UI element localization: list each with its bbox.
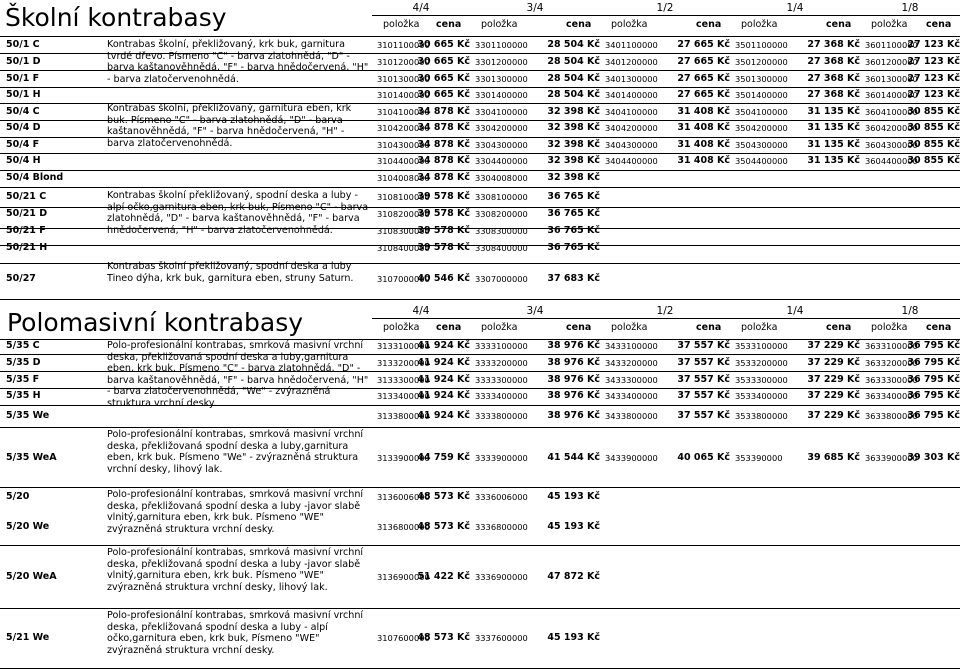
item-number: 3107600000 bbox=[377, 633, 430, 643]
price-value: 45 193 Kč bbox=[547, 632, 600, 643]
size-label: 1/2 bbox=[656, 305, 674, 317]
price-value: 34 878 Kč bbox=[417, 172, 470, 183]
item-number: 3604200000 bbox=[865, 123, 918, 133]
model-code: 50/4 C bbox=[6, 106, 40, 117]
model-code: 5/35 F bbox=[6, 374, 40, 385]
model-code: 50/4 Blond bbox=[6, 172, 64, 183]
model-code: 5/35 We bbox=[6, 410, 50, 421]
price-value: 41 924 Kč bbox=[417, 357, 470, 368]
col-item-header: položka bbox=[383, 322, 420, 333]
item-number: 3108200000 bbox=[377, 209, 430, 219]
price-value: 27 368 Kč bbox=[807, 89, 860, 100]
item-number: 3301100000 bbox=[475, 40, 528, 50]
price-value: 28 504 Kč bbox=[547, 73, 600, 84]
col-price-header: cena bbox=[436, 19, 462, 30]
item-number: 3633300000 bbox=[865, 375, 918, 385]
price-table-header bbox=[0, 0, 960, 36]
item-number: 353390000 bbox=[735, 453, 783, 463]
price-value: 31 408 Kč bbox=[677, 106, 730, 117]
item-number: 3601300000 bbox=[865, 74, 918, 84]
price-value: 27 665 Kč bbox=[677, 89, 730, 100]
item-number: 3404100000 bbox=[605, 107, 658, 117]
item-number: 3333100000 bbox=[475, 341, 528, 351]
model-code: 5/35 H bbox=[6, 390, 41, 401]
model-code: 50/21 D bbox=[6, 208, 48, 219]
model-code: 50/27 bbox=[6, 273, 36, 284]
price-value: 41 924 Kč bbox=[417, 374, 470, 385]
item-number: 3307000000 bbox=[475, 274, 528, 284]
price-value: 34 878 Kč bbox=[417, 122, 470, 133]
size-label: 1/2 bbox=[656, 2, 674, 14]
item-number: 3136900000 bbox=[377, 572, 430, 582]
price-value: 36 765 Kč bbox=[547, 208, 600, 219]
row-divider bbox=[0, 608, 960, 609]
price-value: 37 229 Kč bbox=[807, 390, 860, 401]
price-value: 27 368 Kč bbox=[807, 39, 860, 50]
price-value: 37 557 Kč bbox=[677, 374, 730, 385]
col-price-header: cena bbox=[826, 322, 852, 333]
item-number: 3308200000 bbox=[475, 209, 528, 219]
model-code: 50/1 H bbox=[6, 89, 41, 100]
price-value: 37 229 Kč bbox=[807, 374, 860, 385]
price-value: 27 123 Kč bbox=[907, 56, 960, 67]
col-price-header: cena bbox=[436, 322, 462, 333]
price-value: 36 795 Kč bbox=[907, 410, 960, 421]
item-number: 3404400000 bbox=[605, 156, 658, 166]
item-number: 3101200000 bbox=[377, 57, 430, 67]
price-value: 37 557 Kč bbox=[677, 340, 730, 351]
price-value: 27 368 Kč bbox=[807, 56, 860, 67]
item-number: 3104300000 bbox=[377, 140, 430, 150]
price-value: 37 683 Kč bbox=[547, 273, 600, 284]
price-value: 31 135 Kč bbox=[807, 106, 860, 117]
product-description: Polo-profesionální kontrabas, smrková masivní vrchní deska, překližovaná spodní deska a luby -javor slabě vlnitý,garnitura eben, krk buk. Písmeno "WE" zvýrazněná struktura vrchní desky, lihový lak. bbox=[107, 547, 364, 593]
price-value: 32 398 Kč bbox=[547, 155, 600, 166]
price-value: 31 135 Kč bbox=[807, 139, 860, 150]
item-number: 3133100000 bbox=[377, 341, 430, 351]
price-value: 27 665 Kč bbox=[677, 56, 730, 67]
price-value: 36 795 Kč bbox=[907, 374, 960, 385]
price-value: 31 135 Kč bbox=[807, 122, 860, 133]
model-code: 50/21 F bbox=[6, 225, 46, 236]
item-number: 3333300000 bbox=[475, 375, 528, 385]
price-value: 40 065 Kč bbox=[677, 452, 730, 463]
price-value: 40 546 Kč bbox=[417, 273, 470, 284]
item-number: 3133300000 bbox=[377, 375, 430, 385]
item-number: 3104008000 bbox=[377, 173, 430, 183]
item-number: 3304400000 bbox=[475, 156, 528, 166]
col-price-header: cena bbox=[926, 19, 952, 30]
price-value: 31 408 Kč bbox=[677, 155, 730, 166]
item-number: 3404300000 bbox=[605, 140, 658, 150]
product-description: Polo-profesionální kontrabas, smrková masivní vrchní deska, překližovaná spodní deska a luby - alpí očko,garnitura eben, krk buk, Písmeno "WE" zvýrazněná struktura vrchní desky. bbox=[107, 610, 364, 656]
model-code: 5/35 WeA bbox=[6, 452, 57, 463]
row-divider bbox=[0, 170, 960, 171]
item-number: 3108100000 bbox=[377, 192, 430, 202]
model-code: 50/4 H bbox=[6, 155, 41, 166]
header-divider bbox=[372, 318, 960, 319]
col-price-header: cena bbox=[566, 19, 592, 30]
price-value: 37 229 Kč bbox=[807, 340, 860, 351]
price-value: 27 665 Kč bbox=[677, 39, 730, 50]
product-description: Kontrabas školní překližovaný, spodní deska a luby - alpí očko,garnitura eben, krk buk, Písmeno "C" - barva zlatohnědá, "D" - barva kaštanověhnědá, "F" - barva hnědočervená, "H" - barva zlatočervenohnědá. bbox=[107, 190, 369, 236]
item-number: 3533100000 bbox=[735, 341, 788, 351]
item-number: 3304300000 bbox=[475, 140, 528, 150]
item-number: 3101300000 bbox=[377, 74, 430, 84]
col-item-header: položka bbox=[871, 322, 908, 333]
item-number: 3304008000 bbox=[475, 173, 528, 183]
item-number: 3533400000 bbox=[735, 391, 788, 401]
item-number: 3633400000 bbox=[865, 391, 918, 401]
item-number: 3101100000 bbox=[377, 40, 430, 50]
item-number: 3401200000 bbox=[605, 57, 658, 67]
item-number: 3504300000 bbox=[735, 140, 788, 150]
header-divider bbox=[372, 15, 960, 16]
item-number: 3433900000 bbox=[605, 453, 658, 463]
row-divider bbox=[0, 153, 960, 154]
price-value: 28 504 Kč bbox=[547, 56, 600, 67]
item-number: 3333400000 bbox=[475, 391, 528, 401]
price-value: 27 665 Kč bbox=[677, 73, 730, 84]
price-value: 48 573 Kč bbox=[417, 632, 470, 643]
price-value: 30 855 Kč bbox=[907, 122, 960, 133]
item-number: 3433100000 bbox=[605, 341, 658, 351]
price-value: 36 765 Kč bbox=[547, 225, 600, 236]
row-divider bbox=[0, 427, 960, 428]
section-title-skolni: Školní kontrabasy bbox=[5, 3, 227, 32]
price-value: 38 976 Kč bbox=[547, 374, 600, 385]
price-value: 30 665 Kč bbox=[417, 56, 470, 67]
item-number: 3533300000 bbox=[735, 375, 788, 385]
product-description: Kontrabas školní, překližovaný, garnitura eben, krk buk. Písmeno "C" - barva zlatohnědá, "D" - barva kaštanověhnědá, "F" - barva hnědočervená, "H" - barva zlatočervenohnědá. bbox=[107, 103, 352, 149]
price-value: 36 795 Kč bbox=[907, 357, 960, 368]
price-value: 36 795 Kč bbox=[907, 340, 960, 351]
item-number: 3301200000 bbox=[475, 57, 528, 67]
item-number: 3333900000 bbox=[475, 453, 528, 463]
price-value: 37 557 Kč bbox=[677, 410, 730, 421]
item-number: 3301300000 bbox=[475, 74, 528, 84]
item-number: 3504200000 bbox=[735, 123, 788, 133]
item-number: 3337600000 bbox=[475, 633, 528, 643]
col-price-header: cena bbox=[696, 19, 722, 30]
price-value: 37 557 Kč bbox=[677, 390, 730, 401]
item-number: 3104200000 bbox=[377, 123, 430, 133]
item-number: 3633100000 bbox=[865, 341, 918, 351]
item-number: 3604400000 bbox=[865, 156, 918, 166]
item-number: 3301400000 bbox=[475, 90, 528, 100]
item-number: 3136800000 bbox=[377, 522, 430, 532]
price-value: 30 855 Kč bbox=[907, 106, 960, 117]
row-divider bbox=[0, 487, 960, 488]
col-item-header: položka bbox=[611, 19, 648, 30]
size-label: 3/4 bbox=[526, 305, 544, 317]
item-number: 3433400000 bbox=[605, 391, 658, 401]
size-label: 1/8 bbox=[901, 2, 919, 14]
product-description: Polo-profesionální kontrabas, smrková masivní vrchní deska, překližovaná spodní deska a luby -javor slabě vlnitý,garnitura eben, krk buk. Písmeno "WE" zvýrazněná struktura vrchní desky. bbox=[107, 489, 364, 535]
item-number: 3133800000 bbox=[377, 411, 430, 421]
size-label: 1/8 bbox=[901, 305, 919, 317]
size-label: 1/4 bbox=[786, 2, 804, 14]
price-value: 30 665 Kč bbox=[417, 39, 470, 50]
price-value: 38 976 Kč bbox=[547, 410, 600, 421]
model-code: 50/1 D bbox=[6, 56, 41, 67]
item-number: 3501400000 bbox=[735, 90, 788, 100]
item-number: 3633900000 bbox=[865, 453, 918, 463]
price-value: 37 557 Kč bbox=[677, 357, 730, 368]
item-number: 3401300000 bbox=[605, 74, 658, 84]
price-value: 31 408 Kč bbox=[677, 122, 730, 133]
item-number: 3404200000 bbox=[605, 123, 658, 133]
col-price-header: cena bbox=[566, 322, 592, 333]
item-number: 3104100000 bbox=[377, 107, 430, 117]
row-divider bbox=[0, 187, 960, 188]
price-value: 32 398 Kč bbox=[547, 139, 600, 150]
model-code: 5/20 WeA bbox=[6, 571, 57, 582]
price-value: 31 135 Kč bbox=[807, 155, 860, 166]
row-divider bbox=[0, 545, 960, 546]
item-number: 3633200000 bbox=[865, 358, 918, 368]
col-item-header: položka bbox=[741, 19, 778, 30]
item-number: 3133200000 bbox=[377, 358, 430, 368]
price-value: 30 855 Kč bbox=[907, 139, 960, 150]
column-subheader-row bbox=[372, 16, 960, 34]
price-value: 39 578 Kč bbox=[417, 191, 470, 202]
size-label: 4/4 bbox=[412, 305, 430, 317]
price-value: 39 685 Kč bbox=[807, 452, 860, 463]
size-label: 3/4 bbox=[526, 2, 544, 14]
model-code: 5/20 bbox=[6, 491, 30, 502]
item-number: 3104400000 bbox=[377, 156, 430, 166]
col-price-header: cena bbox=[696, 322, 722, 333]
price-value: 39 578 Kč bbox=[417, 225, 470, 236]
price-value: 38 976 Kč bbox=[547, 357, 600, 368]
price-value: 38 976 Kč bbox=[547, 390, 600, 401]
item-number: 3401400000 bbox=[605, 90, 658, 100]
product-description: Polo-profesionální kontrabas, smrková masivní vrchní deska, překližovaná spodní deska a luby,garnitura eben, krk buk. Písmeno "C" - barva zlatohnědá, "D" - barva kaštanověhnědá, "F" - barva hnědočervená, "H" - barva zlatočervenohnědá, "We" - zvýrazněná struktura vrchní desky. bbox=[107, 340, 369, 409]
item-number: 3101400000 bbox=[377, 90, 430, 100]
price-value: 47 872 Kč bbox=[547, 571, 600, 582]
model-code: 5/20 We bbox=[6, 521, 50, 532]
price-value: 41 924 Kč bbox=[417, 390, 470, 401]
row-divider bbox=[0, 299, 960, 300]
item-number: 3133400000 bbox=[377, 391, 430, 401]
item-number: 3533800000 bbox=[735, 411, 788, 421]
item-number: 3601200000 bbox=[865, 57, 918, 67]
item-number: 3601100000 bbox=[865, 40, 918, 50]
price-value: 48 573 Kč bbox=[417, 521, 470, 532]
model-code: 5/35 C bbox=[6, 340, 40, 351]
item-number: 3501200000 bbox=[735, 57, 788, 67]
col-item-header: položka bbox=[611, 322, 648, 333]
price-value: 34 878 Kč bbox=[417, 106, 470, 117]
price-value: 30 665 Kč bbox=[417, 89, 470, 100]
item-number: 3308400000 bbox=[475, 243, 528, 253]
section-title-polomasivni: Polomasivní kontrabasy bbox=[7, 308, 304, 337]
row-divider bbox=[0, 36, 960, 37]
col-item-header: položka bbox=[481, 322, 518, 333]
model-code: 5/35 D bbox=[6, 357, 41, 368]
model-code: 50/21 C bbox=[6, 191, 47, 202]
col-item-header: položka bbox=[871, 19, 908, 30]
price-value: 36 795 Kč bbox=[907, 390, 960, 401]
product-description: Polo-profesionální kontrabas, smrková masivní vrchní deska, překližovaná spodní deska a luby,garnitura eben, krk buk. Písmeno "We" - zvýrazněná struktura vrchní desky, lihový lak. bbox=[107, 429, 364, 475]
item-number: 3107000000 bbox=[377, 274, 430, 284]
price-value: 41 924 Kč bbox=[417, 340, 470, 351]
model-code: 50/1 F bbox=[6, 73, 40, 84]
price-value: 27 123 Kč bbox=[907, 39, 960, 50]
item-number: 3601400000 bbox=[865, 90, 918, 100]
price-value: 27 368 Kč bbox=[807, 73, 860, 84]
model-code: 50/1 C bbox=[6, 39, 40, 50]
size-header-row bbox=[372, 303, 960, 319]
item-number: 3133900000 bbox=[377, 453, 430, 463]
item-number: 3533200000 bbox=[735, 358, 788, 368]
price-value: 32 398 Kč bbox=[547, 172, 600, 183]
price-value: 38 976 Kč bbox=[547, 340, 600, 351]
item-number: 3604100000 bbox=[865, 107, 918, 117]
price-value: 44 759 Kč bbox=[417, 452, 470, 463]
column-subheader-row bbox=[372, 319, 960, 337]
item-number: 3633800000 bbox=[865, 411, 918, 421]
price-value: 41 544 Kč bbox=[547, 452, 600, 463]
size-label: 4/4 bbox=[412, 2, 430, 14]
price-value: 36 765 Kč bbox=[547, 242, 600, 253]
price-value: 45 193 Kč bbox=[547, 491, 600, 502]
item-number: 3604300000 bbox=[865, 140, 918, 150]
price-value: 28 504 Kč bbox=[547, 89, 600, 100]
price-value: 32 398 Kč bbox=[547, 106, 600, 117]
price-value: 27 123 Kč bbox=[907, 73, 960, 84]
item-number: 3304200000 bbox=[475, 123, 528, 133]
item-number: 3501100000 bbox=[735, 40, 788, 50]
item-number: 3504100000 bbox=[735, 107, 788, 117]
item-number: 3304100000 bbox=[475, 107, 528, 117]
item-number: 3433300000 bbox=[605, 375, 658, 385]
price-value: 37 229 Kč bbox=[807, 410, 860, 421]
price-value: 48 573 Kč bbox=[417, 491, 470, 502]
item-number: 3336800000 bbox=[475, 522, 528, 532]
price-value: 34 878 Kč bbox=[417, 139, 470, 150]
price-value: 39 578 Kč bbox=[417, 242, 470, 253]
price-value: 39 578 Kč bbox=[417, 208, 470, 219]
item-number: 3501300000 bbox=[735, 74, 788, 84]
col-item-header: položka bbox=[741, 322, 778, 333]
price-value: 31 408 Kč bbox=[677, 139, 730, 150]
item-number: 3108400000 bbox=[377, 243, 430, 253]
price-value: 36 765 Kč bbox=[547, 191, 600, 202]
product-description: Kontrabas školní překližovaný, spodní deska a luby Tineo dýha, krk buk, garnitura eben, struny Saturn. bbox=[107, 261, 354, 284]
col-item-header: položka bbox=[383, 19, 420, 30]
item-number: 3308300000 bbox=[475, 226, 528, 236]
price-value: 30 855 Kč bbox=[907, 155, 960, 166]
col-price-header: cena bbox=[826, 19, 852, 30]
price-value: 37 229 Kč bbox=[807, 357, 860, 368]
item-number: 3433200000 bbox=[605, 358, 658, 368]
model-code: 50/4 D bbox=[6, 122, 41, 133]
price-value: 32 398 Kč bbox=[547, 122, 600, 133]
model-code: 50/21 H bbox=[6, 242, 48, 253]
item-number: 3504400000 bbox=[735, 156, 788, 166]
col-item-header: položka bbox=[481, 19, 518, 30]
item-number: 3308100000 bbox=[475, 192, 528, 202]
product-description: Kontrabas školní, překližovaný, krk buk, garnitura tvrdé dřevo. Písmeno "C" - barva zlatohnědá, "D" - barva kaštanověhnědá, "F" - barva hnědočervená, "H" - barva zlatočervenohnědá. bbox=[107, 39, 369, 85]
item-number: 3136006000 bbox=[377, 492, 430, 502]
row-divider bbox=[0, 668, 960, 669]
price-value: 28 504 Kč bbox=[547, 39, 600, 50]
item-number: 3433800000 bbox=[605, 411, 658, 421]
item-number: 3336900000 bbox=[475, 572, 528, 582]
item-number: 3336006000 bbox=[475, 492, 528, 502]
price-value: 30 665 Kč bbox=[417, 73, 470, 84]
size-label: 1/4 bbox=[786, 305, 804, 317]
item-number: 3333200000 bbox=[475, 358, 528, 368]
price-value: 27 123 Kč bbox=[907, 89, 960, 100]
model-code: 50/4 F bbox=[6, 139, 40, 150]
col-price-header: cena bbox=[926, 322, 952, 333]
price-value: 45 193 Kč bbox=[547, 521, 600, 532]
size-header-row bbox=[372, 0, 960, 16]
price-table-header bbox=[0, 303, 960, 339]
price-value: 51 422 Kč bbox=[417, 571, 470, 582]
price-value: 39 303 Kč bbox=[907, 452, 960, 463]
item-number: 3401100000 bbox=[605, 40, 658, 50]
item-number: 3333800000 bbox=[475, 411, 528, 421]
item-number: 3108300000 bbox=[377, 226, 430, 236]
price-value: 41 924 Kč bbox=[417, 410, 470, 421]
model-code: 5/21 We bbox=[6, 632, 50, 643]
price-value: 34 878 Kč bbox=[417, 155, 470, 166]
